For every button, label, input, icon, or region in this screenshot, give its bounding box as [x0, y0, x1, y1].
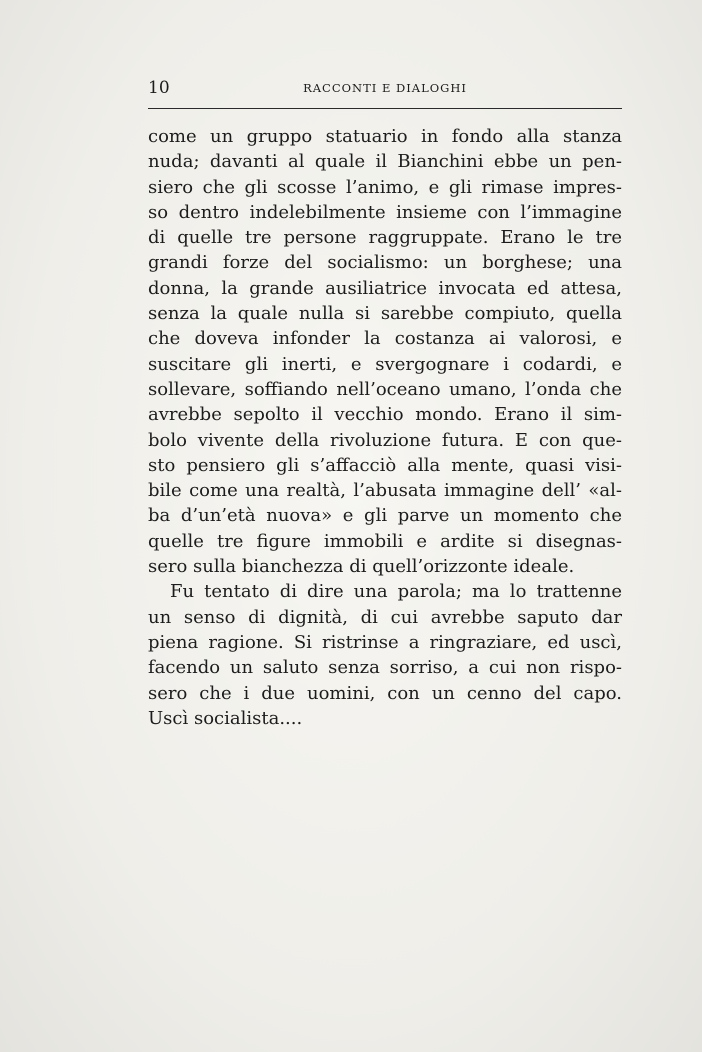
text-line: senza la quale nulla si sarebbe compiuto, quella	[148, 303, 622, 325]
page-number: 10	[148, 78, 170, 98]
running-head	[148, 78, 622, 102]
running-title: RACCONTI E DIALOGHI	[303, 81, 467, 95]
text-line: che doveva infonder la costanza ai valorosi, e	[148, 328, 622, 350]
text-line: suscitare gli inerti, e svergognare i codardi, e	[148, 353, 622, 375]
text-line: sero che i due uomini, con un cenno del capo.	[148, 682, 622, 704]
header-rule	[148, 108, 622, 109]
text-line: so dentro indelebilmente insieme con l’immagine	[148, 201, 622, 223]
text-line: sero sulla bianchezza di quell’orizzonte ideale.	[148, 556, 575, 578]
text-line: di quelle tre persone raggruppate. Erano le tre	[148, 227, 622, 249]
text-line: ba d’un’età nuova» e gli parve un momento che	[148, 505, 622, 527]
text-line: avrebbe sepolto il vecchio mondo. Erano il sim-	[148, 404, 622, 426]
body-text	[148, 124, 622, 731]
text-line: piena ragione. Si ristrinse a ringraziare, ed uscì,	[148, 631, 622, 653]
text-line: come un gruppo statuario in fondo alla stanza	[148, 126, 622, 147]
text-line: quelle tre figure immobili e ardite si disegnas-	[148, 530, 622, 552]
text-line: bile come una realtà, l’abusata immagine dell’ «al-	[148, 480, 622, 502]
text-line: bolo vivente della rivoluzione futura. E con que-	[148, 429, 622, 451]
text-line: grandi forze del socialismo: un borghese; una	[148, 252, 622, 274]
text-line: sollevare, soffiando nell’oceano umano, l’onda che	[148, 378, 622, 400]
text-line: siero che gli scosse l’animo, e gli rimase impres-	[148, 176, 622, 198]
text-line: donna, la grande ausiliatrice invocata ed attesa,	[148, 277, 622, 299]
text-line: facendo un saluto senza sorriso, a cui non rispo-	[148, 657, 622, 679]
text-line: sto pensiero gli s’affacciò alla mente, quasi visi-	[148, 454, 622, 476]
text-line: un senso di dignità, di cui avrebbe saputo dar	[148, 606, 622, 628]
text-line: nuda; davanti al quale il Bianchini ebbe un pen-	[148, 151, 622, 173]
text-line: Fu tentato di dire una parola; ma lo trattenne	[170, 581, 622, 603]
text-line: Uscì socialista....	[148, 707, 303, 729]
